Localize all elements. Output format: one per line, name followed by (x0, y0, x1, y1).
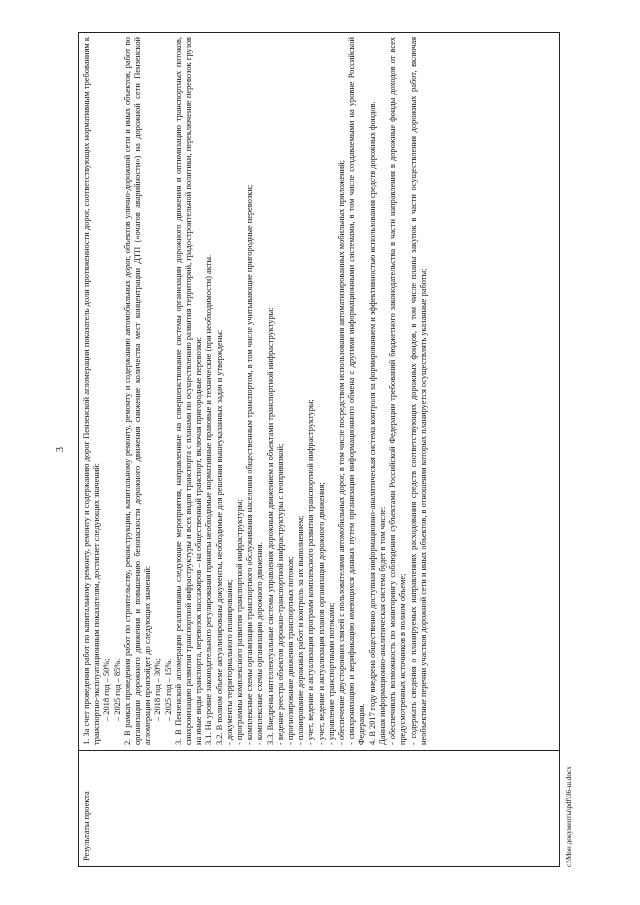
row-label: Результаты проекта (82, 791, 91, 861)
text-line: – 2018 год – 30%; (153, 658, 163, 721)
text-line: - содержать сведения о планируемых направлениях расходования средств соответствующих дорожных фондов, в том числе планы закупок в части осуществления дорожных работ, включая необъектные перечни участков дорожной сети и иных объектов, в отношении которых планируется осуществлять указанные работы; (408, 37, 428, 745)
text-line: - комплексные схемы организации транспортного обслуживания населения общественным транспортом, в том числе учитывающие пригородные перевозки; (245, 184, 255, 745)
results-cell (82, 37, 429, 745)
page-number: 3 (55, 447, 66, 452)
text-line: - обеспечение двусторонних связей с пользователями автомобильных дорог, в том числе посредством использования автоматизированных мобильных приложений; (337, 160, 347, 745)
text-line: – 2025 год – 85%. (112, 658, 122, 721)
text-line: 3.3. Внедрены интеллектуальные системы управления дорожным движением и объектами транспортной инфраструктуры: (265, 307, 275, 745)
text-line: 2. В рамках проведения работ по строительству, реконструкции, капитальному ремонту, ремонту и содержанию автомобильных дорог, объектов улично-дорожной сети и иных объектов, работ по организации дорожного движения и повышению безопасности дорожного движения снижение количества мест концентрации ДТП («очагов аварийности») на дорожной сети Пензенской агломерации произойдет до следующих значений: (122, 37, 153, 745)
text-line: 3.2. В полном объеме актуализированы документы, необходимые для решения вышеуказанных задач и утверждены: (214, 329, 224, 745)
text-line: - ведение реестра объектов дорожно-транспортной инфраструктуры с геопривязкой; (275, 443, 285, 745)
text-line: - обеспечивать возможность по мониторингу соблюдения субъектами Российской Федерации требований бюджетного законодательства в части направления в дорожные фонды доходов от всех предусмотренных источников в полном объеме; (388, 37, 408, 745)
text-line: 1. За счет проведения работ по капитальному ремонту, ремонту и содержанию дорог Пензенской агломерации показатель доли протяженности дорог, соответствующих нормативным требованиям к транспортно-эксплуатационным показателям, достигнет следующих значений: (82, 37, 102, 745)
text-line: 3.1. На уровне законодательного регулирования приняты необходимые нормативные правовые и технические (при необходимости) акты. (204, 254, 214, 745)
text-line: - программы комплексного развития транспортной инфраструктуры; (235, 499, 245, 745)
file-path-footer: c:\Мои документы\pdf\36-ш.docx (565, 766, 573, 867)
text-line: - планирование дорожных работ и контроль за их выполнением; (296, 515, 306, 745)
text-line: – 2025 год – 15%. (163, 658, 173, 721)
text-line: - документы территориального планирования; (224, 579, 234, 745)
text-line: 3. В Пензенской агломерации реализованы следующие мероприятия, направленные на совершенствование системы организации дорожного движения и оптимизацию транспортных потоков, синхронизацию развития транспортной инфраструктуры и всех видов транспорта с планами по осуществлению развития территорий, градостроительной политики, переключение перевозок грузов на иные виды транспорта, перевозок пассажиров – на общественный транспорт, включая пригородные перевозки: (173, 37, 204, 745)
text-line: – 2018 год – 50%; (102, 658, 112, 721)
text-line: 4. В 2017 году внедрена общественно доступная информационно-аналитическая система контроля за формированием и эффективностью использования средств дорожных фондов. (367, 101, 377, 745)
text-line: - учет, ведение и актуализация планов организации дорожного движения; (316, 482, 326, 745)
text-line: - управление транспортными потоками; (326, 602, 336, 745)
rotated-page (55, 32, 573, 867)
text-line: - комплексные схемы организации дорожного движения. (255, 542, 265, 745)
results-table (78, 32, 560, 867)
text-line: - учет, ведение и актуализация программ комплексного развития транспортной инфраструктуры; (306, 399, 316, 745)
text-line: - прогнозирование движения транспортных потоков; (286, 556, 296, 745)
column-divider (79, 750, 559, 751)
text-line: Данная информационно-аналитическая система будет в том числе: (377, 506, 387, 745)
text-line: - синхронизацию и верификацию имеющихся данных путем организации информационного обмена с другими информационными системами, в том числе создаваемыми на уровне Российской Федерации. (347, 37, 367, 745)
